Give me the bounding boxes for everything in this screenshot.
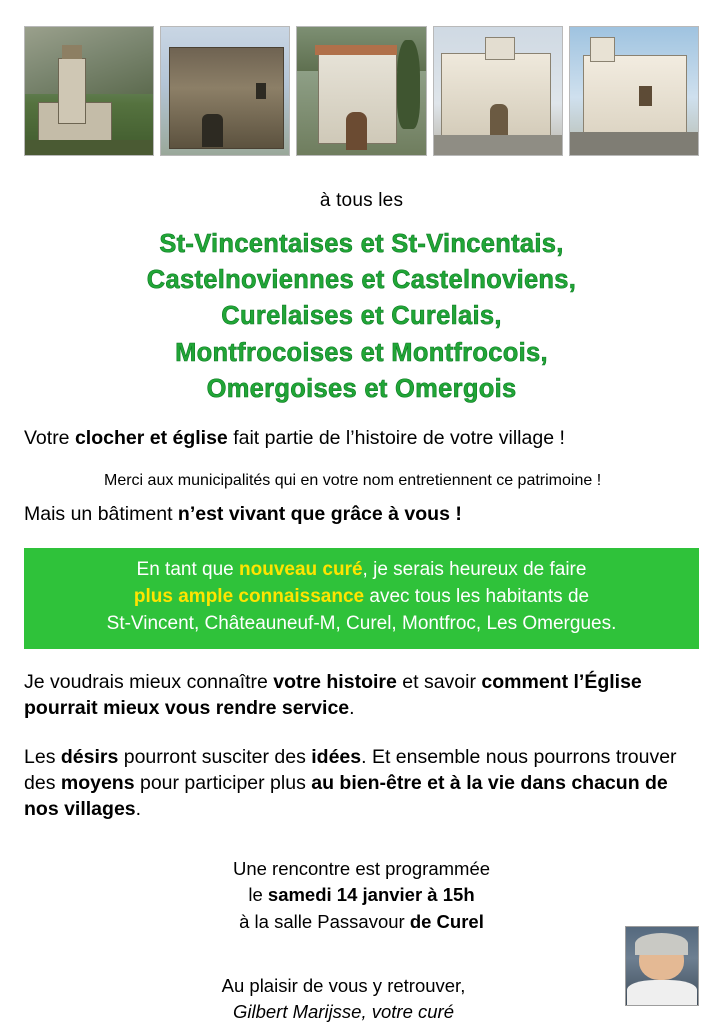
block3-part-c: pourront susciter des (118, 745, 312, 768)
highlight-line-2 (38, 584, 685, 611)
photo-roof-shape (315, 45, 397, 55)
photo-tree-shape (397, 40, 420, 130)
portrait-hair-shape (635, 933, 688, 955)
highlight-1a: En tant que (136, 559, 239, 581)
block2-part-a: Je voudrais mieux connaître (24, 671, 274, 694)
meeting-line-1: Une rencontre est programmée (232, 857, 491, 879)
highlight-accent-acquaintance: plus ample connaissance (133, 586, 365, 608)
title-line-4: Montfrocoises et Montfrocois, (175, 338, 548, 367)
meeting-3a: à la salle Passavour (239, 910, 410, 932)
photo-chapel-with-belfry (569, 26, 699, 156)
photo-white-chapel-bell-gable (433, 26, 563, 156)
meeting-2a: le (248, 884, 268, 906)
photo-strip (24, 0, 699, 156)
highlight-2b: avec tous les habitants de (364, 586, 590, 608)
mais-part-a: Mais un bâtiment (24, 503, 178, 526)
meeting-date-time: samedi 14 janvier à 15h (267, 884, 475, 906)
signoff-block (24, 973, 699, 1025)
para1-emphasis: clocher et église (74, 427, 228, 450)
meeting-location: de Curel (409, 910, 484, 932)
photo-door-shape (202, 114, 223, 147)
paragraph-building-alive (24, 503, 699, 526)
paragraph-thanks: Merci aux municipalités qui en votre nom entretiennent ce patrimoine ! (104, 471, 602, 489)
highlight-accent-new-priest: nouveau curé (239, 559, 363, 581)
photo-belfry-shape (590, 37, 615, 62)
title-line-5: Omergoises et Omergois (206, 374, 517, 403)
photo-building-shape (169, 47, 284, 149)
photo-door-shape (346, 112, 367, 150)
block2-emphasis-service: comment l’Église pourrait mieux vous rendre service (24, 671, 642, 720)
signoff-line: Au plaisir de vous y retrouver, (221, 974, 466, 996)
intro-line: à tous les (319, 190, 404, 211)
meeting-line-3 (24, 909, 699, 935)
meeting-announcement (24, 856, 699, 935)
photo-church-on-hillside (24, 26, 154, 156)
portrait-photo (625, 926, 699, 1006)
block2-part-c: et savoir (396, 671, 482, 694)
portrait-shirt-shape (627, 980, 696, 1005)
block3-part-g: pour participer plus (134, 771, 312, 794)
block3-emphasis-means: moyens (60, 771, 135, 794)
para1-part-a: Votre (24, 427, 75, 450)
photo-ground-shape (25, 140, 153, 155)
photo-building-shape (583, 55, 688, 134)
block3-part-i: . (135, 797, 142, 820)
photo-ground-shape (434, 135, 562, 155)
block3-emphasis-ideas: idées (311, 745, 362, 768)
photo-rock-shape (25, 27, 153, 94)
block2-part-e: . (349, 697, 355, 720)
block2-emphasis-history: votre histoire (273, 671, 397, 694)
paragraph-desires-ideas (24, 744, 699, 822)
title-line-2: Castelnoviennes et Castelnoviens, (146, 266, 577, 295)
photo-window-shape (639, 86, 652, 106)
meeting-line-2 (24, 882, 699, 908)
highlight-line-1 (38, 557, 685, 584)
photo-village-church-entrance (296, 26, 426, 156)
block3-part-e: . Et ensemble nous pourrons trouver des (24, 745, 677, 794)
paragraph-know-history (24, 669, 699, 721)
title-line-1: St-Vincentaises et St-Vincentais, (159, 230, 564, 258)
photo-tower-shape (58, 58, 86, 124)
addressee-title (24, 226, 699, 407)
highlight-banner (24, 548, 699, 649)
block3-emphasis-desires: désirs (60, 745, 119, 768)
block3-emphasis-wellbeing: au bien-être et à la vie dans chacun de nos villages (24, 771, 668, 820)
paragraph-heritage (24, 425, 699, 451)
mais-emphasis: n’est vivant que grâce à vous ! (177, 503, 462, 526)
title-line-3: Curelaises et Curelais, (221, 302, 502, 331)
highlight-line-3: St-Vincent, Châteauneuf-M, Curel, Montfroc, Les Omergues. (106, 613, 617, 635)
photo-door-shape (490, 104, 508, 137)
block3-part-a: Les (24, 745, 61, 768)
photo-window-shape (256, 83, 266, 98)
photo-bell-gable-shape (485, 37, 515, 59)
para1-part-c: fait partie de l’histoire de votre village ! (227, 427, 565, 450)
highlight-1c: , je serais heureux de faire (362, 559, 587, 581)
signoff-name: Gilbert Marijsse, votre curé (232, 1000, 455, 1022)
photo-stone-chapel-facade (160, 26, 290, 156)
photo-ground-shape (570, 132, 698, 155)
